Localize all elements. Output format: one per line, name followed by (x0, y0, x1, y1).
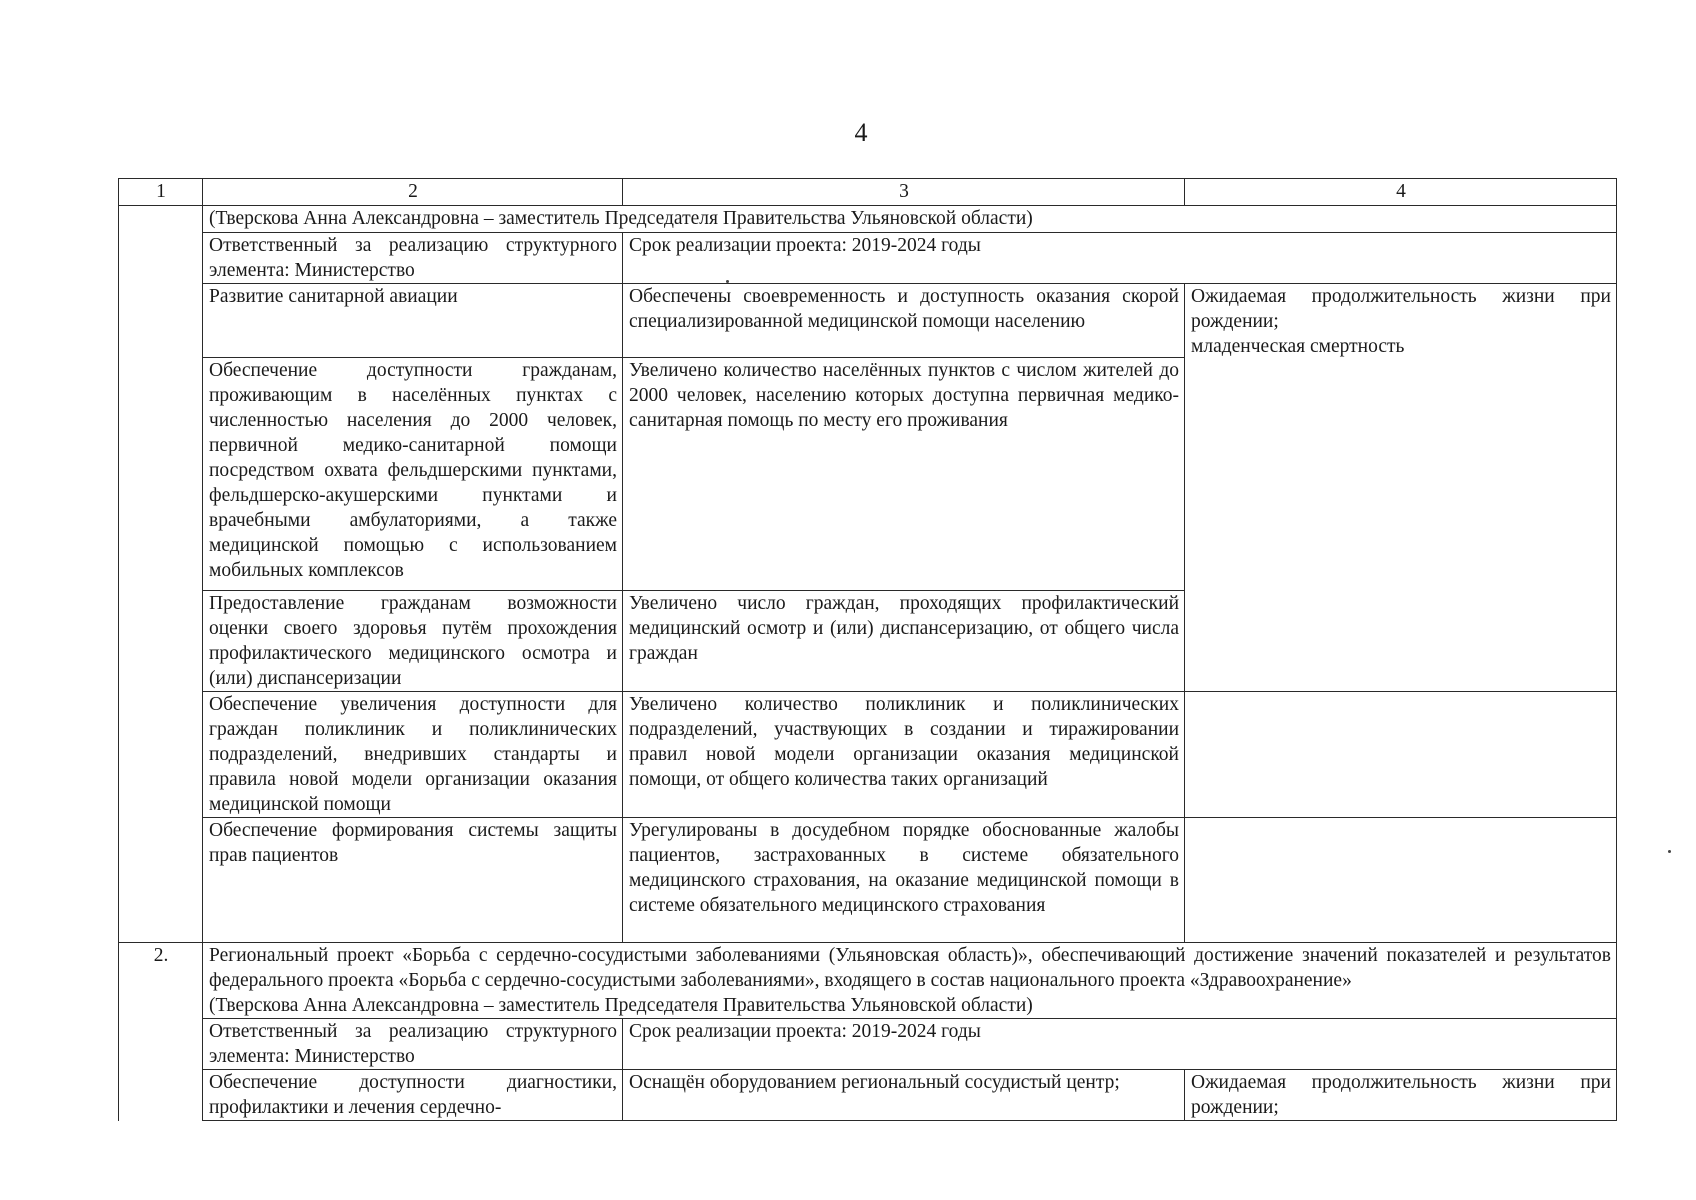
table-row (119, 233, 1617, 284)
result-cell: Оснащён оборудованием региональный сосудистый центр; (623, 1070, 1185, 1121)
result-cell: Увеличено количество населённых пунктов с числом жителей до 2000 человек, населению которых доступна первичная медико-санитарная помощь по месту его проживания (623, 358, 1185, 591)
table-header-row (119, 179, 1617, 206)
task-cell: Развитие санитарной авиации (203, 284, 623, 358)
task-cell: Обеспечение формирования системы защиты прав пациентов (203, 818, 623, 943)
table-row (119, 692, 1617, 818)
header-col-3: 3 (623, 179, 1185, 206)
header-col-1: 1 (119, 179, 203, 206)
table-row (119, 818, 1617, 943)
indicators-cell: Ожидаемая продолжительность жизни при рождении; (1185, 1070, 1617, 1121)
responsible-cell: Ответственный за реализацию структурного элемента: Министерство (203, 233, 623, 284)
measures-table (118, 178, 1617, 1121)
result-cell: Обеспечены своевременность и доступность оказания скорой специализированной медицинской помощи населению (623, 284, 1185, 358)
table-row (119, 206, 1617, 233)
table-row (119, 284, 1617, 358)
indicator-item: младенческая смертность (1191, 336, 1405, 357)
row-number-cell (119, 206, 203, 692)
responsible-cell: Ответственный за реализацию структурного элемента: Министерство (203, 1019, 623, 1070)
indicators-cell (1185, 692, 1617, 818)
result-cell: Увеличено количество поликлиник и поликлинических подразделений, участвующих в создании и тиражировании правил новой модели организации оказания медицинской помощи, от общего количества таких организаций (623, 692, 1185, 818)
table-row (119, 1019, 1617, 1070)
scan-speck (726, 280, 729, 283)
curator-cell: (Тверскова Анна Александровна – заместитель Председателя Правительства Ульяновской области) (203, 206, 1617, 233)
project-title-cell (203, 943, 1617, 1019)
row-number-cell: 2. (119, 943, 203, 1121)
indicators-cell (1185, 284, 1617, 692)
result-cell: Увеличено число граждан, проходящих профилактический медицинский осмотр и (или) диспансеризацию, от общего числа граждан (623, 591, 1185, 692)
term-cell: Срок реализации проекта: 2019-2024 годы (623, 233, 1617, 284)
task-cell: Обеспечение доступности диагностики, профилактики и лечения сердечно- (203, 1070, 623, 1121)
row-number-cell (119, 692, 203, 943)
result-cell: Урегулированы в досудебном порядке обоснованные жалобы пациентов, застрахованных в системе обязательного медицинского страхования, на оказание медицинской помощи в системе обязательного медицинского страхования (623, 818, 1185, 943)
scan-speck (1668, 850, 1671, 853)
header-col-2: 2 (203, 179, 623, 206)
task-cell: Предоставление гражданам возможности оценки своего здоровья путём прохождения профилактического медицинского осмотра и (или) диспансеризации (203, 591, 623, 692)
table-row (119, 1070, 1617, 1121)
table-row (119, 943, 1617, 1019)
task-cell: Обеспечение доступности гражданам, проживающим в населённых пунктах с численностью населения до 2000 человек, первичной медико-санитарной помощи посредством охвата фельдшерскими пунктами, фельдшерско-акушерскими пунктами и врачебными амбулаториями, а также медицинской помощью с использованием мобильных комплексов (203, 358, 623, 591)
indicators-cell (1185, 818, 1617, 943)
indicator-item: Ожидаемая продолжительность жизни при рождении; (1191, 286, 1611, 332)
task-cell: Обеспечение увеличения доступности для граждан поликлиник и поликлинических подразделений, внедривших стандарты и правила новой модели организации оказания медицинской помощи (203, 692, 623, 818)
project-title: Региональный проект «Борьба с сердечно-сосудистыми заболеваниями (Ульяновская область)», обеспечивающий достижение значений показателей и результатов федерального проекта «Борьба с сердечно-сосудистыми заболеваниями», входящего в состав национального проекта «Здравоохранение» (209, 945, 1611, 991)
page-number: 4 (854, 118, 868, 147)
header-col-4: 4 (1185, 179, 1617, 206)
term-cell: Срок реализации проекта: 2019-2024 годы (623, 1019, 1617, 1070)
curator-text: (Тверскова Анна Александровна – заместитель Председателя Правительства Ульяновской области) (209, 995, 1033, 1016)
